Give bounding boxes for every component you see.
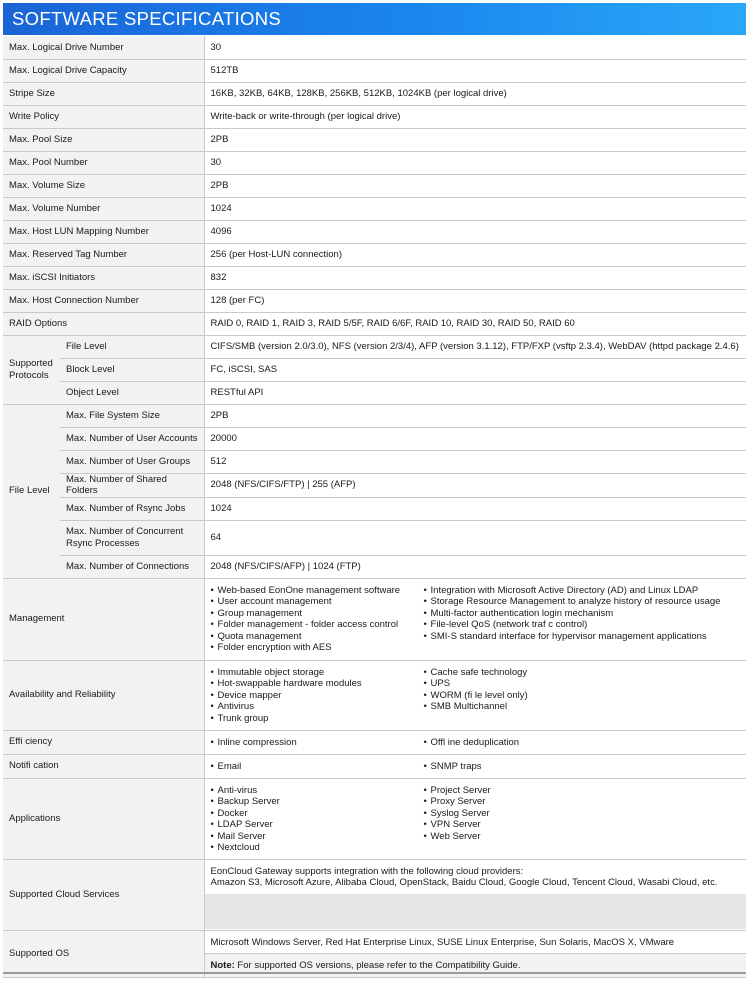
spec-value: 16KB, 32KB, 64KB, 128KB, 256KB, 512KB, 1024KB (per logical drive)	[204, 82, 746, 105]
protocol-sub-label: Object Level	[60, 381, 204, 404]
file-level-sub-label: Max. Number of Connections	[60, 555, 204, 578]
bullet-item: • Syslog Server	[424, 808, 741, 820]
spec-label: Max. Pool Number	[3, 151, 204, 174]
availability-right-column	[424, 667, 741, 713]
cloud-gray-box	[205, 894, 747, 929]
bullet-item: • SNMP traps	[424, 761, 741, 773]
spec-row	[3, 174, 746, 197]
spec-row	[3, 312, 746, 335]
bullet-item: • Antivirus	[211, 701, 424, 713]
spec-row	[3, 105, 746, 128]
bullet-item: • Device mapper	[211, 690, 424, 702]
spec-label: Max. Host LUN Mapping Number	[3, 220, 204, 243]
notification-value	[204, 754, 746, 778]
spec-label: Max. Host Connection Number	[3, 289, 204, 312]
spec-label: Stripe Size	[3, 82, 204, 105]
applications-value	[204, 778, 746, 859]
spec-row	[3, 59, 746, 82]
protocol-row	[3, 358, 746, 381]
file-level-row	[3, 473, 746, 497]
spec-row	[3, 197, 746, 220]
file-level-row	[3, 450, 746, 473]
page-title: SOFTWARE SPECIFICATIONS	[3, 3, 746, 35]
file-level-row	[3, 497, 746, 520]
notification-row	[3, 754, 746, 778]
note-text: For supported OS versions, please refer to the Compatibility Guide.	[234, 959, 521, 971]
bullet-item: • Hot-swappable hardware modules	[211, 678, 424, 690]
bullet-item: • SMB Multichannel	[424, 701, 741, 713]
bullet-item: • Trunk group	[211, 713, 424, 725]
bullet-item: • Cache safe technology	[424, 667, 741, 679]
bullet-item: • Anti-virus	[211, 785, 424, 797]
spec-value: 30	[204, 36, 746, 59]
spec-value: 512TB	[204, 59, 746, 82]
spec-value: Write-back or write-through (per logical drive)	[204, 105, 746, 128]
bullet-item: • Docker	[211, 808, 424, 820]
spec-label: Max. Logical Drive Number	[3, 36, 204, 59]
applications-label: Applications	[3, 778, 204, 859]
file-level-value: 64	[204, 520, 746, 555]
spec-value: 2PB	[204, 128, 746, 151]
spec-label: Max. Logical Drive Capacity	[3, 59, 204, 82]
bullet-item: • Nextcloud	[211, 842, 424, 854]
spec-row	[3, 243, 746, 266]
bullet-item: • Web-based EonOne management software	[211, 585, 424, 597]
spec-row	[3, 151, 746, 174]
spec-table	[3, 36, 746, 978]
protocol-row	[3, 381, 746, 404]
availability-left-column	[211, 667, 424, 725]
bullet-item: • UPS	[424, 678, 741, 690]
bullet-item: • LDAP Server	[211, 819, 424, 831]
applications-right-column	[424, 785, 741, 843]
bullet-item: • Offl ine deduplication	[424, 737, 741, 749]
bullet-item: • Web Server	[424, 831, 741, 843]
protocol-sub-label: Block Level	[60, 358, 204, 381]
bottom-divider	[3, 972, 746, 974]
bullet-item: • Immutable object storage	[211, 667, 424, 679]
os-value	[204, 930, 746, 977]
file-level-value: 1024	[204, 497, 746, 520]
efficiency-label: Effi ciency	[3, 730, 204, 754]
spec-value: 2PB	[204, 174, 746, 197]
spec-value: 832	[204, 266, 746, 289]
bullet-item: • Mail Server	[211, 831, 424, 843]
protocol-value: RESTful API	[204, 381, 746, 404]
protocol-group-label: Supported Protocols	[3, 335, 60, 404]
protocol-row	[3, 335, 746, 358]
notification-label: Notifi cation	[3, 754, 204, 778]
spec-label: Max. Reserved Tag Number	[3, 243, 204, 266]
spec-value: 30	[204, 151, 746, 174]
bullet-item: • User account management	[211, 596, 424, 608]
file-level-sub-label: Max. Number of Shared Folders	[60, 473, 204, 497]
file-level-value: 2048 (NFS/CIFS/AFP) | 1024 (FTP)	[204, 555, 746, 578]
bullet-item: • SMI-S standard interface for hypervisor management applications	[424, 631, 741, 643]
file-level-sub-label: Max. Number of User Groups	[60, 450, 204, 473]
management-row	[3, 578, 746, 660]
spec-label: Max. Volume Number	[3, 197, 204, 220]
note-label: Note:	[210, 959, 235, 971]
file-level-sub-label: Max. File System Size	[60, 404, 204, 427]
spec-row	[3, 266, 746, 289]
os-row	[3, 930, 746, 977]
bullet-item: • Folder encryption with AES	[211, 642, 424, 654]
os-list: Microsoft Windows Server, Red Hat Enterprise Linux, SUSE Linux Enterprise, Sun Solaris, MacOS X, VMware	[205, 931, 747, 954]
notification-left-column	[211, 761, 424, 773]
bullet-item: • Multi-factor authentication login mechanism	[424, 608, 741, 620]
cloud-providers: Amazon S3, Microsoft Azure, Alibaba Cloud, OpenStack, Baidu Cloud, Google Cloud, Tencent Cloud, Wasabi Cloud, etc.	[210, 877, 718, 888]
management-right-column	[424, 585, 741, 643]
file-level-row	[3, 427, 746, 450]
os-label: Supported OS	[3, 930, 204, 977]
file-level-value: 20000	[204, 427, 746, 450]
bullet-item: • Backup Server	[211, 796, 424, 808]
efficiency-right-column	[424, 737, 741, 749]
protocol-value: FC, iSCSI, SAS	[204, 358, 746, 381]
applications-row	[3, 778, 746, 859]
bullet-item: • Email	[211, 761, 424, 773]
efficiency-value	[204, 730, 746, 754]
bullet-item: • WORM (fi le level only)	[424, 690, 741, 702]
file-level-row	[3, 555, 746, 578]
file-level-sub-label: Max. Number of Rsync Jobs	[60, 497, 204, 520]
spec-row	[3, 128, 746, 151]
spec-row	[3, 82, 746, 105]
bullet-item: • Quota management	[211, 631, 424, 643]
spec-label: Max. Pool Size	[3, 128, 204, 151]
management-left-column	[211, 585, 424, 654]
availability-value	[204, 660, 746, 730]
file-level-sub-label: Max. Number of User Accounts	[60, 427, 204, 450]
spec-row	[3, 36, 746, 59]
cloud-label: Supported Cloud Services	[3, 859, 204, 930]
bullet-item: • Folder management - folder access control	[211, 619, 424, 631]
file-level-group-label: File Level	[3, 404, 60, 578]
cloud-intro: EonCloud Gateway supports integration with the following cloud providers:	[210, 865, 524, 877]
bullet-item: • Integration with Microsoft Active Directory (AD) and Linux LDAP	[424, 585, 741, 597]
file-level-value: 512	[204, 450, 746, 473]
applications-left-column	[211, 785, 424, 854]
protocol-value: CIFS/SMB (version 2.0/3.0), NFS (version 2/3/4), AFP (version 3.1.12), FTP/FXP (vsftp 2.3.4), WebDAV (httpd package 2.4.6)	[204, 335, 746, 358]
file-level-row	[3, 520, 746, 555]
protocol-sub-label: File Level	[60, 335, 204, 358]
availability-row	[3, 660, 746, 730]
bullet-item: • Proxy Server	[424, 796, 741, 808]
spec-label: RAID Options	[3, 312, 204, 335]
bullet-item: • Project Server	[424, 785, 741, 797]
spec-value: 128 (per FC)	[204, 289, 746, 312]
efficiency-left-column	[211, 737, 424, 749]
cloud-value	[204, 859, 746, 930]
management-label: Management	[3, 578, 204, 660]
bullet-item: • VPN Server	[424, 819, 741, 831]
bullet-item: • Storage Resource Management to analyze history of resource usage	[424, 596, 741, 608]
spec-value: 4096	[204, 220, 746, 243]
efficiency-row	[3, 730, 746, 754]
file-level-sub-label: Max. Number of Concurrent Rsync Processes	[60, 520, 204, 555]
bullet-item: • Group management	[211, 608, 424, 620]
spec-row	[3, 220, 746, 243]
file-level-value: 2048 (NFS/CIFS/FTP) | 255 (AFP)	[204, 473, 746, 497]
spec-value: 1024	[204, 197, 746, 220]
bullet-item: • Inline compression	[211, 737, 424, 749]
spec-value: 256 (per Host-LUN connection)	[204, 243, 746, 266]
spec-row	[3, 289, 746, 312]
spec-value: RAID 0, RAID 1, RAID 3, RAID 5/5F, RAID 6/6F, RAID 10, RAID 30, RAID 50, RAID 60	[204, 312, 746, 335]
spec-label: Max. Volume Size	[3, 174, 204, 197]
cloud-row	[3, 859, 746, 930]
management-value	[204, 578, 746, 660]
notification-right-column	[424, 761, 741, 773]
spec-label: Write Policy	[3, 105, 204, 128]
file-level-value: 2PB	[204, 404, 746, 427]
file-level-row	[3, 404, 746, 427]
availability-label: Availability and Reliability	[3, 660, 204, 730]
bullet-item: • File-level QoS (network traf c control)	[424, 619, 741, 631]
spec-label: Max. iSCSI Initiators	[3, 266, 204, 289]
